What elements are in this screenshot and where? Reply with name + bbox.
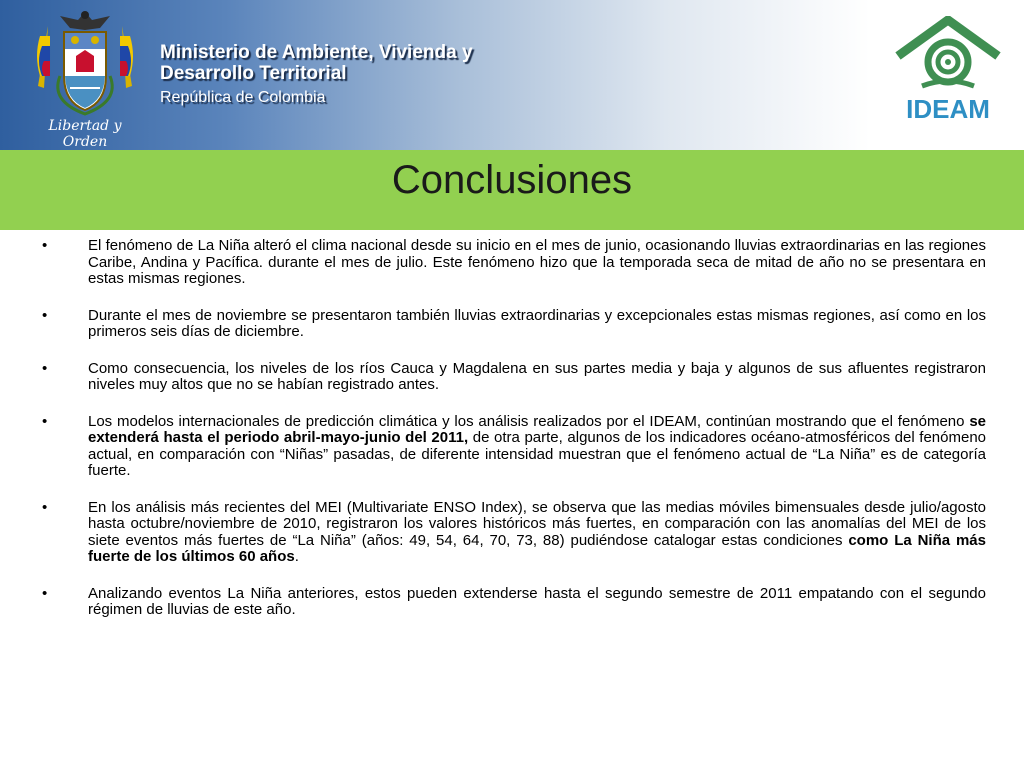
bullet-text: Analizando eventos La Niña anteriores, estos pueden extenderse hasta el segundo semestre de 2011 empatando con el segundo régimen de lluvias de este año. [88,584,986,618]
bullet-icon: • [42,237,48,254]
bullet-icon: • [42,412,48,430]
ideam-logo [892,16,1004,126]
slide-header [0,0,1024,150]
ministry-name [160,42,473,108]
coat-of-arms-icon [30,6,140,118]
list-item [40,361,986,394]
list-item [40,414,986,480]
bullet-text: El fenómeno de La Niña alteró el clima nacional desde su inicio en el mes de junio, ocasionando lluvias extraordinarias en las regiones Caribe, Andina y Pacífica. durante el mes de julio. Este fenómeno hizo que la temporada seca de mitad de año no se presentara en estas mismas regiones. [88,237,986,287]
slide-title: Conclusiones [391,158,633,202]
ministry-country: República de Colombia [160,89,326,106]
bullet-text-bold: se extenderá hasta el periodo abril-mayo-junio del 2011, [88,412,986,446]
bullet-text-post: . [294,548,299,565]
list-item [40,500,986,566]
list-item [40,308,986,341]
list-item [40,586,986,619]
ministry-line-2: Desarrollo Territorial [160,63,347,84]
crest-motto: Libertad y Orden [48,118,122,150]
conclusions-list [40,238,986,639]
bullet-icon: • [42,306,48,324]
list-item [40,238,986,288]
bullet-icon: • [42,359,48,377]
bullet-text-pre: En los análisis más recientes del MEI (Multivariate ENSO Index), se observa que las medias móviles bimensuales desde julio/agosto hasta octubre/noviembre de 2010, registraron los valores históricos más fuertes, en comparación con las anomalías del MEI de los siete eventos más fuertes de “La Niña” (años: 49, 54, 64, 70, 73, 88) pudiéndose catalogar estas condiciones [88,498,986,549]
bullet-text-post: de otra parte, algunos de los indicadores océano-atmosféricos del fenómeno actual, en comparación con “Niñas” pasadas, de diferente intensidad muestran que el fenómeno actual de “La Niña” es de categoría fuerte. [88,429,987,479]
ideam-logo-text: IDEAM [906,94,990,124]
bullet-text: Durante el mes de noviembre se presentaron también lluvias extraordinarias y excepcionales estas mismas regiones, así como en los primeros seis días de diciembre. [88,306,986,340]
bullet-text: Como consecuencia, los niveles de los ríos Cauca y Magdalena en sus partes media y baja y algunos de sus afluentes registraron niveles muy altos que no se habían registrado antes. [88,359,986,393]
bullet-text-pre: Los modelos internacionales de predicción climática y los análisis realizados por el IDEAM, continúan mostrando que el fenómeno [88,412,970,430]
colombia-coat-of-arms [30,6,140,150]
bullet-text-bold: como La Niña más fuerte de los últimos 60 años [88,531,986,565]
bullet-icon: • [42,498,48,516]
ideam-emblem-icon [892,16,1004,94]
ministry-line-1: Ministerio de Ambiente, Vivienda y [160,42,473,63]
bullet-icon: • [42,584,48,602]
